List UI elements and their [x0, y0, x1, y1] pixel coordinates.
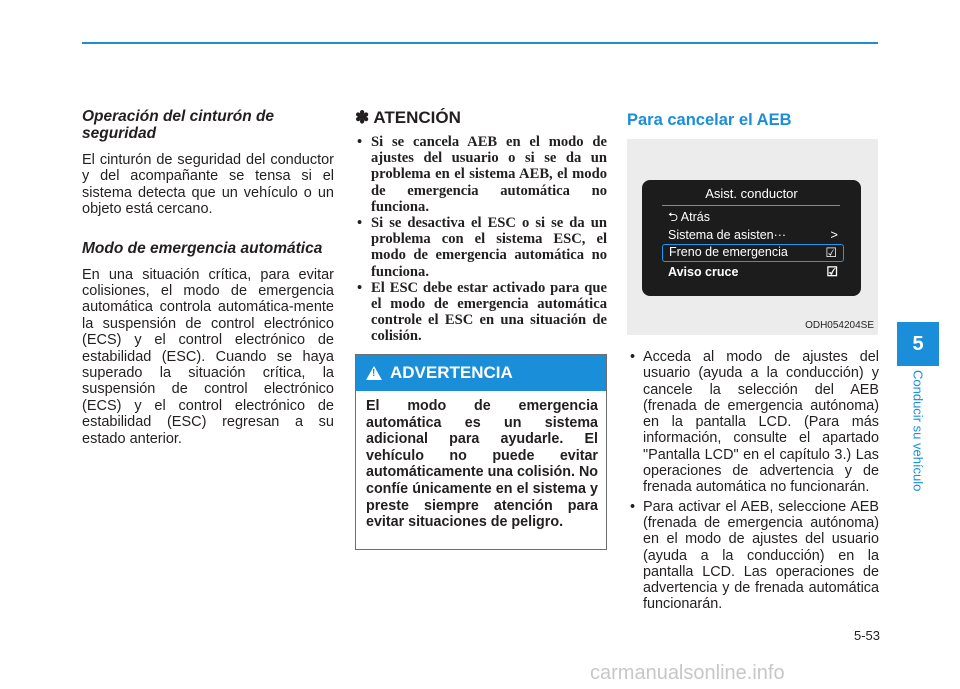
column-middle [355, 108, 607, 345]
figure-code: ODH054204SE [805, 320, 874, 331]
caution-list [355, 134, 607, 345]
warning-title: ADVERTENCIA [390, 363, 513, 382]
checkbox-checked-icon: ☑ [825, 245, 837, 260]
list-item: • Acceda al modo de ajustes del usuario (ayuda a la conducción) y cancele la selección del AEB (frenada de emergencia autónoma) en la pantalla LCD. (Para más información, consulte el apartado "Pantalla LCD" en el capítulo 3.) Las operaciones de advertencia y de frenada automática no funcionarán. [627, 349, 879, 496]
section-body-emergency-mode: En una situación crítica, para evitar colisiones, el modo de emergencia automática controla automática-mente la suspensión de control electrónico (ECS) y el control electrónico de estabilidad (ESC). Cuando se haya superado la situación crítica, la suspensión de control electrónico (ECS) y el control electrónico de estabilidad (ESC) regresan a su estado anterior. [82, 266, 334, 447]
lcd-divider [662, 205, 840, 206]
warning-header [356, 355, 606, 391]
caution-heading [355, 108, 607, 128]
lcd-screen-title: Asist. conductor [705, 186, 798, 201]
chapter-tab: 5 [897, 322, 939, 366]
lcd-screen [642, 180, 861, 296]
watermark: carmanualsonline.info [590, 662, 785, 684]
list-item: • Para activar el AEB, seleccione AEB (frenada de emergencia autónoma) en el modo de ajustes del usuario (ayuda a la conducción) en la pantalla LCD. Las operaciones de advertencia y de frenada automática funcionarán. [627, 499, 879, 613]
checkbox-checked-icon: ☑ [826, 264, 838, 279]
warning-body: El modo de emergencia automática es un sistema adicional para ayudarle. El vehículo no puede evitar automáticamente una colisión. No confíe únicamente en el sistema y preste siempre atención para evitar situaciones de peligro. [366, 398, 598, 531]
page-number: 5-53 [853, 628, 880, 643]
column-right [627, 110, 879, 130]
lcd-row-emergency-brake: Freno de emergencia ☑ [662, 244, 844, 262]
cancel-aeb-list [627, 349, 879, 616]
chapter-label: Conducir su vehículo [910, 370, 926, 492]
lcd-row-cross-warning: Aviso cruce ☑ [668, 264, 838, 279]
column-left [82, 108, 334, 447]
lcd-row-assist-system: Sistema de asisten··· > [668, 227, 838, 242]
chevron-right-icon: > [830, 227, 838, 242]
lcd-figure [627, 139, 878, 335]
header-rule [82, 42, 878, 44]
lcd-row-back: ⮌ Atrás [668, 210, 710, 224]
caution-item: • Si se desactiva el ESC o si se da un problema con el sistema ESC, el modo de emergencia automática no funciona. [355, 215, 607, 280]
section-title-emergency-mode: Modo de emergencia automática [82, 239, 323, 257]
warning-box [355, 354, 607, 550]
caution-symbol-icon: ✽ [355, 108, 370, 127]
cancel-aeb-heading: Para cancelar el AEB [627, 111, 792, 129]
caution-item: • El ESC debe estar activado para que el modo de emergencia automática controle el ESC en una situación de colisión. [355, 280, 607, 345]
caution-item: • Si se cancela AEB en el modo de ajustes del usuario o si se da un problema en el sistema AEB, el modo de emergencia automática no funciona. [355, 134, 607, 215]
caution-title: ATENCIÓN [373, 108, 461, 127]
section-title-seatbelt: Operación del cinturón de seguridad [82, 108, 275, 142]
section-body-seatbelt: El cinturón de seguridad del conductor y del acompañante se tensa si el sistema detecta que un vehículo o un objeto está cercano. [82, 152, 334, 218]
warning-triangle-icon: ! [366, 366, 382, 380]
